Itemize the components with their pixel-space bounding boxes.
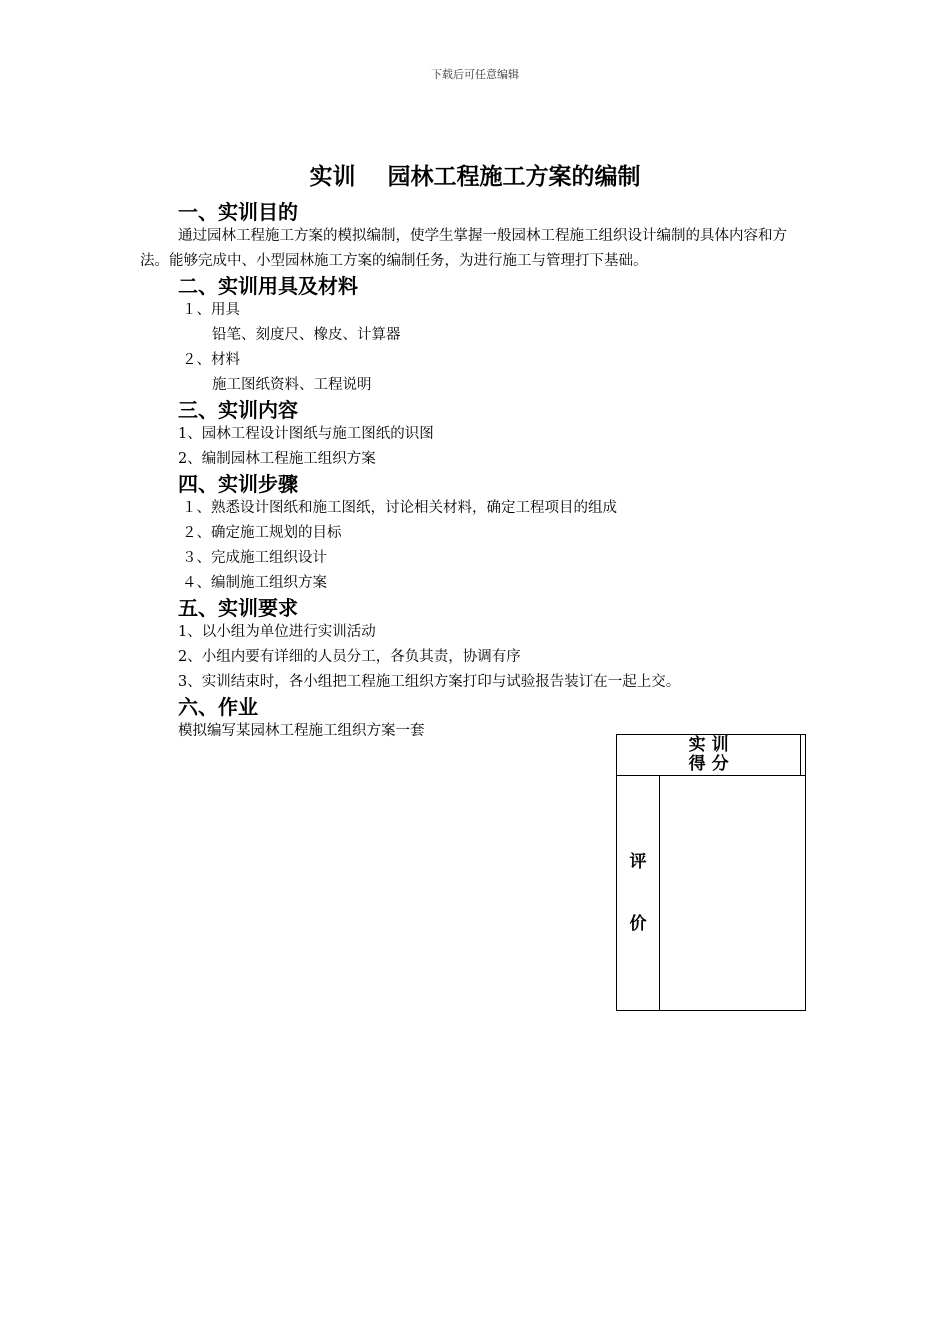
document-title: 实训 园林工程施工方案的编制 [309,164,641,190]
step-item: ４、编制施工组织方案 [182,575,327,591]
section-heading-content: 三、实训内容 [178,398,298,422]
section-heading-homework: 六、作业 [178,695,258,719]
content-item: 2、编制园林工程施工组织方案 [178,451,376,467]
section-heading-tools: 二、实训用具及材料 [178,274,358,298]
step-item: ３、完成施工组织设计 [182,550,327,566]
section-heading-purpose: 一、实训目的 [178,200,298,224]
score-label-line2: 得 分 [688,754,729,774]
score-label-line1: 实 训 [688,735,729,755]
materials-item-label: ２、材料 [182,352,240,368]
evaluation-char: 价 [629,914,647,934]
score-evaluation-table [616,734,806,1011]
section-heading-steps: 四、实训步骤 [178,472,298,496]
evaluation-char: 评 [629,852,647,872]
homework-text: 模拟编写某园林工程施工组织方案一套 [178,723,425,739]
requirement-item: 2、小组内要有详细的人员分工，各负其责，协调有序 [178,649,521,665]
evaluation-gap [617,874,659,912]
score-label-cell [617,735,801,776]
score-value-cell [801,735,806,776]
page-header: 下载后可任意编辑 [431,68,519,81]
requirement-item: 1、以小组为单位进行实训活动 [178,624,376,640]
evaluation-label-cell [617,776,660,1011]
step-item: ２、确定施工规划的目标 [182,525,342,541]
section-heading-requirements: 五、实训要求 [178,596,298,620]
step-item: １、熟悉设计图纸和施工图纸，讨论相关材料，确定工程项目的组成 [182,500,617,516]
evaluation-value-cell [660,776,806,1011]
content-item: 1、园林工程设计图纸与施工图纸的识图 [178,426,434,442]
document-body [140,200,810,744]
tools-item-label: １、用具 [182,302,240,318]
tools-item-detail: 铅笔、刻度尺、橡皮、计算器 [212,327,401,343]
materials-item-detail: 施工图纸资料、工程说明 [212,377,372,393]
purpose-paragraph: 通过园林工程施工方案的模拟编制，使学生掌握一般园林工程施工组织设计编制的具体内容和方法。能够完成中、小型园林施工方案的编制任务，为进行施工与管理打下基础。 [140,228,787,269]
requirement-item: 3、实训结束时，各小组把工程施工组织方案打印与试验报告装订在一起上交。 [178,674,681,690]
